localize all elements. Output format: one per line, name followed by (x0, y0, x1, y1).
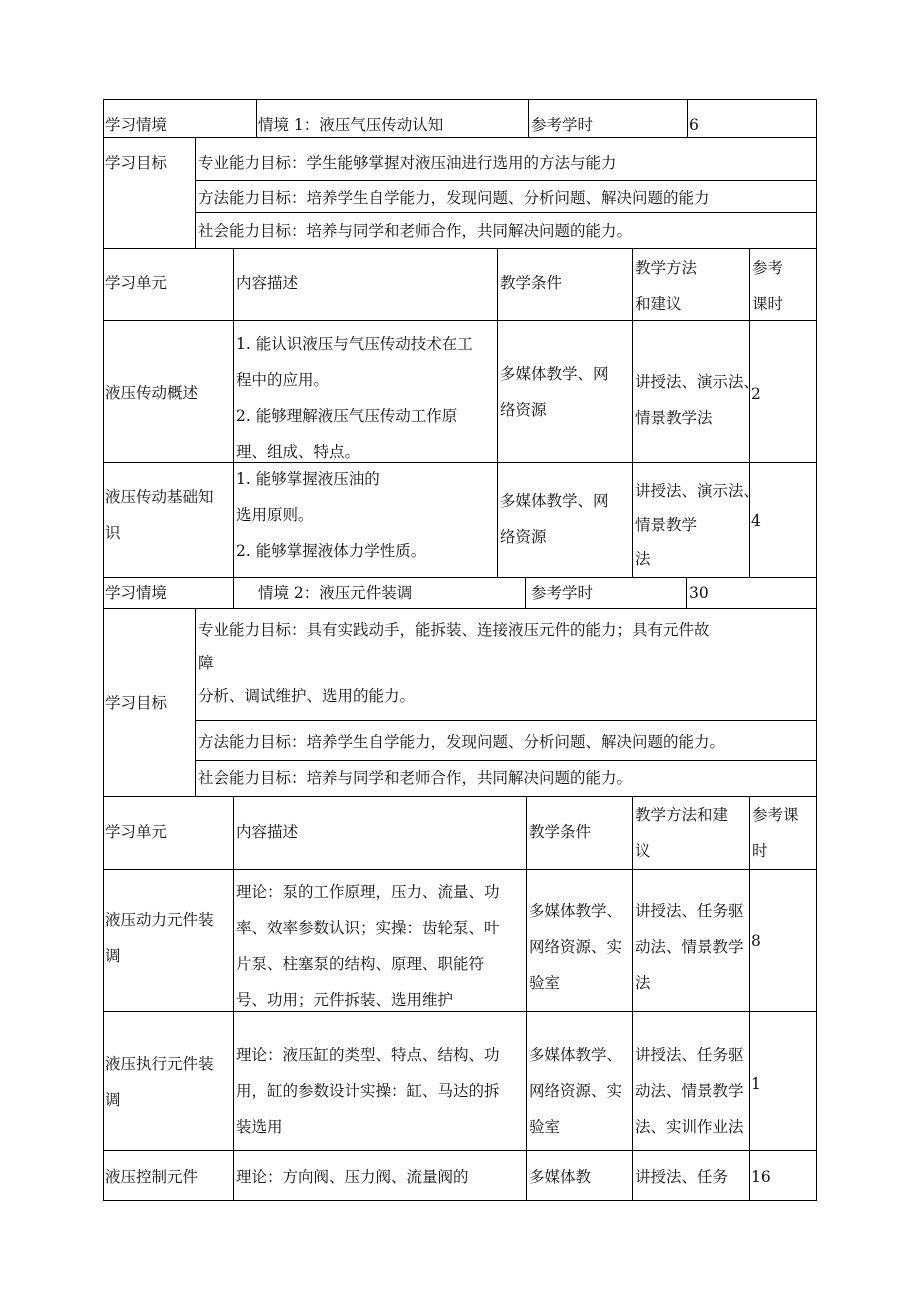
reference-hours-label: 参考学时 (531, 584, 594, 602)
row-methods: 讲授法、任务驱 动法、情景教学 法 (635, 902, 744, 992)
header-unit: 学习单元 (105, 823, 168, 841)
situation-label: 学习情境 (105, 116, 168, 134)
goal-social: 社会能力目标：培养与同学和老师合作，共同解决问题的能力。 (198, 222, 633, 240)
row-conditions: 多媒体教 (529, 1168, 592, 1186)
header-methods: 教学方法 和建议 (635, 259, 698, 313)
goal-method: 方法能力目标：培养学生自学能力，发现问题、分析问题、解决问题的能力 (198, 189, 710, 207)
header-content: 内容描述 (236, 274, 299, 292)
reference-hours-label: 参考学时 (531, 116, 594, 134)
row-methods: 讲授法、演示法、 情景教学法 (635, 373, 760, 427)
row-hours: 4 (751, 512, 761, 530)
reference-hours-value: 30 (689, 584, 709, 602)
row-methods: 讲授法、任务 (635, 1168, 729, 1186)
reference-hours-value: 6 (689, 116, 699, 134)
header-methods: 教学方法和建 议 (635, 806, 729, 860)
goal-social: 社会能力目标：培养与同学和老师合作，共同解决问题的能力。 (198, 769, 633, 787)
goal-method: 方法能力目标：培养学生自学能力，发现问题、分析问题、解决问题的能力。 (198, 733, 726, 751)
row-conditions: 多媒体教学、 网络资源、实 验室 (529, 1046, 623, 1136)
situation-title: 情境 1：液压气压传动认知 (258, 116, 444, 134)
row-conditions: 多媒体教学、网 络资源 (500, 492, 609, 546)
row-content: 理论：方向阀、压力阀、流量阀的 (236, 1168, 469, 1186)
header-conditions: 教学条件 (529, 823, 592, 841)
learning-goals-label: 学习目标 (105, 694, 168, 712)
row-methods: 讲授法、任务驱 动法、情景教学 法、实训作业法 (635, 1046, 744, 1136)
header-hours: 参考 课时 (752, 259, 784, 313)
header-conditions: 教学条件 (500, 274, 563, 292)
header-hours: 参考课 时 (752, 806, 799, 860)
row-hours: 1 (751, 1075, 761, 1093)
goal-professional: 专业能力目标：学生能够掌握对液压油进行选用的方法与能力 (198, 154, 617, 172)
row-unit: 液压传动基础知 识 (105, 488, 214, 542)
header-unit: 学习单元 (105, 274, 168, 292)
row-methods: 讲授法、演示法、 情景教学 法 (635, 482, 760, 568)
situation-label: 学习情境 (105, 584, 168, 602)
row-unit: 液压传动概述 (105, 384, 199, 402)
row-content: 理论：液压缸的类型、特点、结构、功 用，缸的参数设计实操：缸、马达的拆 装选用 (236, 1046, 500, 1136)
learning-goals-label: 学习目标 (105, 154, 168, 172)
header-content: 内容描述 (236, 823, 299, 841)
row-content: 1. 能够掌握液压油的 选用原则。 2. 能够掌握液体力学性质。 (236, 470, 427, 560)
situation-title: 情境 2：液压元件装调 (258, 584, 413, 602)
row-hours: 2 (751, 385, 761, 403)
row-hours: 16 (751, 1168, 771, 1186)
row-conditions: 多媒体教学、网 络资源 (500, 365, 609, 419)
row-hours: 8 (751, 932, 761, 950)
goal-professional: 专业能力目标：具有实践动手，能拆装、连接液压元件的能力；具有元件故 障 分析、调试维护、选用的能力。 (198, 621, 710, 705)
row-content: 1. 能认识液压与气压传动技术在工 程中的应用。 2. 能够理解液压气压传动工作原 理、组成、特点。 (236, 335, 473, 461)
row-unit: 液压执行元件装 调 (105, 1055, 214, 1109)
row-unit: 液压动力元件装 调 (105, 911, 214, 965)
row-unit: 液压控制元件 (105, 1168, 199, 1186)
row-content: 理论：泵的工作原理，压力、流量、功 率、效率参数认识；实操：齿轮泵、叶 片泵、柱塞泵的结构、原理、职能符 号、功用；元件拆装、选用维护 (236, 883, 500, 1009)
row-conditions: 多媒体教学、 网络资源、实 验室 (529, 902, 623, 992)
